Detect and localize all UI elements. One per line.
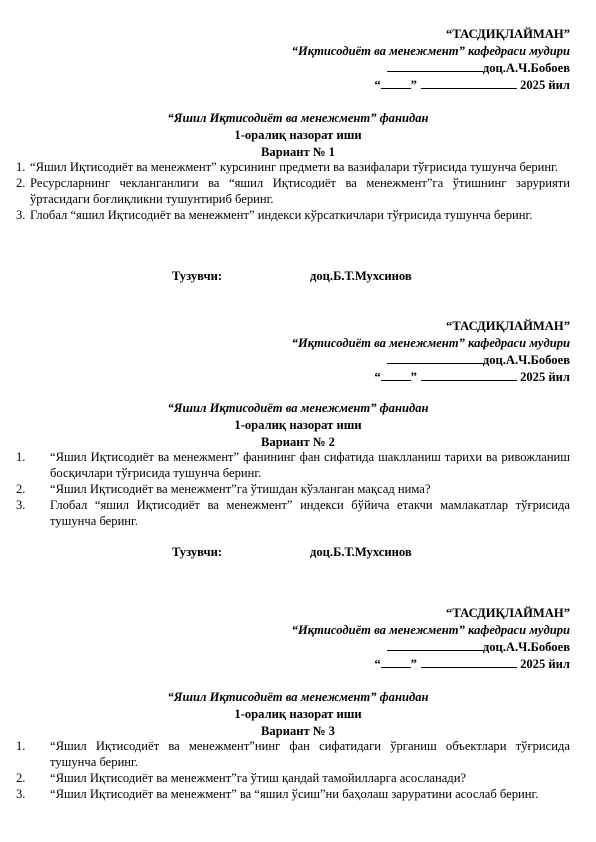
year-text: 2025 йил xyxy=(520,657,570,671)
day-line xyxy=(381,77,411,89)
subject-title: “Яшил Иқтисодиёт ва менежмент” фанидан xyxy=(167,690,429,704)
day-line xyxy=(381,369,411,381)
variant-number: Вариант № 2 xyxy=(261,435,335,449)
subject-title: “Яшил Иқтисодиёт ва менежмент” фанидан xyxy=(167,401,429,415)
question-item: 1. “Яшил Иқтисодиёт ва менежмент”нинг фан сифатидаги ўрганиш объектлари тўғрисида тушунча беринг. xyxy=(16,739,570,769)
question-list-3 xyxy=(16,738,570,802)
approval-block-2 xyxy=(292,318,570,386)
variant-heading-1 xyxy=(0,110,596,161)
question-item: 3. Глобал “яшил Иқтисодиёт ва менежмент” индекси бўйича етакчи мамлакатлар тўғрисида тушунча беринг. xyxy=(16,498,570,528)
variant-heading-3 xyxy=(0,689,596,740)
month-line xyxy=(421,369,517,381)
control-title: 1-оралиқ назорат иши xyxy=(234,418,362,432)
month-line xyxy=(421,77,517,89)
signature-line xyxy=(387,352,483,364)
approval-date: “ ” 2025 йил xyxy=(374,370,570,384)
approval-block-1 xyxy=(292,26,570,94)
subject-title: “Яшил Иқтисодиёт ва менежмент” фанидан xyxy=(167,111,429,125)
signatory-name: доц.А.Ч.Бобоев xyxy=(482,61,570,75)
author-label: Тузувчи: xyxy=(172,545,223,559)
control-title: 1-оралиқ назорат иши xyxy=(234,128,362,142)
approval-title: “ТАСДИҚЛАЙМАН” xyxy=(446,606,570,620)
signature-line xyxy=(387,639,483,651)
question-list-2 xyxy=(16,449,570,529)
question-item: 1. “Яшил Иқтисодиёт ва менежмент” курсининг предмети ва вазифалари тўғрисида тушунча беринг. xyxy=(16,160,559,174)
signatory-name: доц.А.Ч.Бобоев xyxy=(482,640,570,654)
author-name: доц.Б.Т.Мухсинов xyxy=(310,545,412,559)
question-item: 1. “Яшил Иқтисодиёт ва менежмент” фанининг фан сифатида шаклланиш тарихи ва ривожланиш босқичлари тўғрисида тушунча беринг. xyxy=(16,450,570,480)
approval-department: “Иқтисодиёт ва менежмент” кафедраси мудири xyxy=(291,623,570,637)
month-line xyxy=(421,656,517,668)
signature-line xyxy=(387,60,483,72)
approval-signatory xyxy=(292,352,570,369)
year-text: 2025 йил xyxy=(520,370,570,384)
author-label: Тузувчи: xyxy=(172,269,223,283)
variant-number: Вариант № 3 xyxy=(261,724,335,738)
question-item: 2. “Яшил Иқтисодиёт ва менежмент”га ўтиш қандай тамойилларга асосланади? xyxy=(16,771,467,785)
question-item: 2. “Яшил Иқтисодиёт ва менежмент”га ўтишдан кўзланган мақсад нима? xyxy=(16,482,431,496)
year-text: 2025 йил xyxy=(520,78,570,92)
approval-date: “ ” 2025 йил xyxy=(374,78,570,92)
day-line xyxy=(381,656,411,668)
control-title: 1-оралиқ назорат иши xyxy=(234,707,362,721)
approval-signatory xyxy=(292,60,570,77)
approval-title: “ТАСДИҚЛАЙМАН” xyxy=(446,319,570,333)
approval-signatory xyxy=(292,639,570,656)
approval-department: “Иқтисодиёт ва менежмент” кафедраси мудири xyxy=(291,336,570,350)
approval-department: “Иқтисодиёт ва менежмент” кафедраси мудири xyxy=(291,44,570,58)
variant-heading-2 xyxy=(0,400,596,451)
approval-date: “ ” 2025 йил xyxy=(374,657,570,671)
question-item: 2. Ресурсларнинг чекланганлиги ва “яшил Иқтисодиёт ва менежмент”га ўтишнинг зарурияти ўртасидаги боғлиқликни тушунтириб беринг. xyxy=(16,176,570,206)
question-item: 3. “Яшил Иқтисодиёт ва менежмент” ва “яшил ўсиш”ни баҳолаш зарурaтини асослаб беринг. xyxy=(16,787,539,801)
question-item: 3. Глобал “яшил Иқтисодиёт ва менежмент” индекси кўрсаткичлари тўғрисида тушунча беринг. xyxy=(16,208,533,222)
approval-block-3 xyxy=(292,605,570,673)
variant-number: Вариант № 1 xyxy=(261,145,335,159)
approval-title: “ТАСДИҚЛАЙМАН” xyxy=(446,27,570,41)
signatory-name: доц.А.Ч.Бобоев xyxy=(482,353,570,367)
question-list-1 xyxy=(16,159,570,223)
author-name: доц.Б.Т.Мухсинов xyxy=(310,269,412,283)
